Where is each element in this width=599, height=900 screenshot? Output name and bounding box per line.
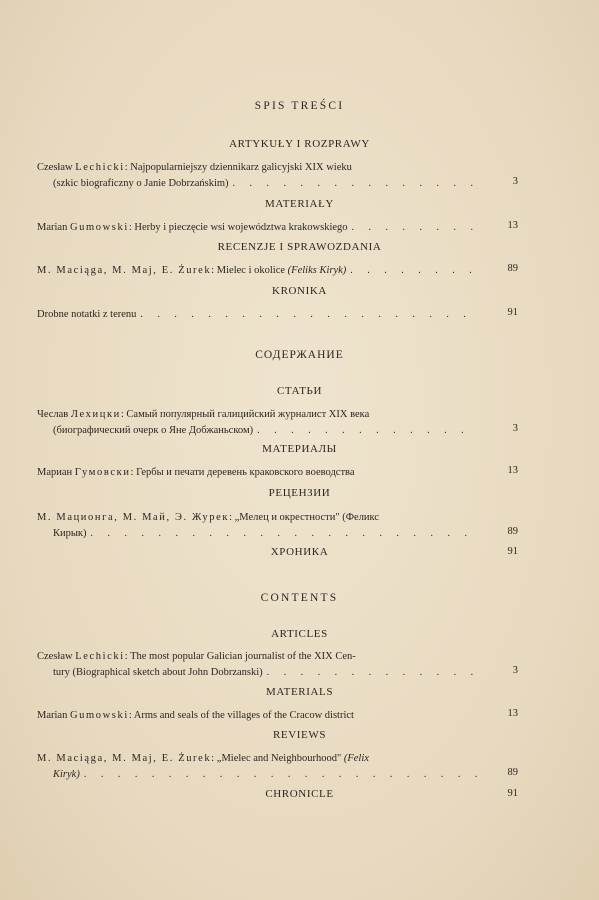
toc-entry bbox=[37, 465, 478, 481]
entry-title: : „Мелец и окрестности" (Феликс bbox=[229, 512, 380, 523]
toc-entry bbox=[37, 649, 478, 681]
author-first-name: Мариан bbox=[37, 467, 73, 478]
entry-title: : The most popular Galician journalist of the XIX Cen- bbox=[124, 651, 356, 662]
page-number: 89 bbox=[507, 526, 518, 537]
reviewer-name: (Feliks Kiryk) bbox=[287, 265, 347, 276]
toc-entry bbox=[37, 708, 478, 724]
section-heading-materials-en: MATERIALS bbox=[265, 686, 334, 698]
reviewer-name: Кирык) bbox=[53, 528, 87, 539]
toc-entry bbox=[37, 510, 478, 542]
reviewer-name: Kiryk) bbox=[53, 769, 80, 780]
entry-title: : „Mielec and Neighbourhood" bbox=[211, 753, 342, 764]
toc-entry bbox=[37, 220, 478, 236]
section-heading-reviews-en: REVIEWS bbox=[272, 729, 327, 741]
leader-dots bbox=[350, 263, 478, 279]
leader-dots bbox=[84, 767, 478, 783]
section-heading-materials-pl: MATERIAŁY bbox=[265, 198, 334, 210]
reviewer-name: (Felix bbox=[343, 753, 369, 764]
leader-dots bbox=[140, 307, 478, 323]
page-number: 91 bbox=[507, 546, 518, 557]
leader-dots bbox=[267, 665, 478, 681]
toc-entry bbox=[37, 751, 478, 783]
author-name: Gumowski bbox=[69, 222, 129, 233]
author-name: Гумовски bbox=[74, 467, 131, 478]
page-number: 13 bbox=[507, 708, 518, 719]
author-first-name: Marian bbox=[37, 710, 68, 721]
author-first-name: Marian bbox=[37, 222, 68, 233]
page-number: 91 bbox=[507, 788, 518, 799]
author-name: Лехицки bbox=[70, 409, 121, 420]
page-number: 89 bbox=[507, 767, 518, 778]
section-heading-chronicle-pl: KRONIKA bbox=[272, 285, 327, 297]
entry-title: : Najpopularniejszy dziennikarz galicyjski XIX wieku bbox=[124, 162, 352, 173]
russian-title: СОДЕРЖАНИЕ bbox=[255, 349, 344, 361]
entry-title: : Herby i pieczęcie wsi województwa krakowskiego bbox=[128, 222, 348, 233]
toc-entry bbox=[37, 160, 478, 192]
toc-entry bbox=[37, 307, 478, 323]
author-name: Lechicki bbox=[75, 162, 125, 173]
leader-dots bbox=[91, 526, 478, 542]
entry-subtitle: tury (Biographical sketch about John Dobrzanski) bbox=[53, 667, 263, 678]
author-names: M. Maciąga, M. Maj, E. Żurek bbox=[37, 753, 212, 764]
toc-entry bbox=[37, 407, 478, 439]
author-names: M. Maciąga, M. Maj, E. Żurek bbox=[37, 265, 212, 276]
author-first-name: Чеслав bbox=[37, 409, 69, 420]
leader-dots bbox=[233, 176, 478, 192]
author-names: М. Мациoнга, М. Май, Э. Журек bbox=[37, 512, 230, 523]
page-number: 13 bbox=[507, 465, 518, 476]
section-heading-articles-pl: ARTYKUŁY I ROZPRAWY bbox=[229, 138, 370, 150]
entry-subtitle: (szkic biograficzny o Janie Dobrzańskim) bbox=[53, 178, 229, 189]
polish-title: SPIS TREŚCI bbox=[254, 100, 345, 112]
page-number: 89 bbox=[507, 263, 518, 274]
toc-entry bbox=[37, 263, 478, 279]
page-number: 13 bbox=[507, 220, 518, 231]
page-number: 3 bbox=[512, 665, 518, 676]
leader-dots bbox=[352, 220, 478, 236]
entry-title: : Arms and seals of the villages of the Cracow district bbox=[128, 710, 354, 721]
page-number: 3 bbox=[512, 176, 518, 187]
english-title: CONTENTS bbox=[260, 592, 339, 604]
page-number: 3 bbox=[512, 423, 518, 434]
author-first-name: Czesław bbox=[37, 651, 73, 662]
entry-title: : Mielec i okolice bbox=[211, 265, 286, 276]
author-name: Lechicki bbox=[75, 651, 125, 662]
section-heading-reviews-pl: RECENZJE I SPRAWOZDANIA bbox=[217, 241, 382, 253]
entry-title: : Гербы и печати деревень краковского воеводства bbox=[130, 467, 355, 478]
entry-title: : Самый популярный галицийский журналист XIX века bbox=[120, 409, 370, 420]
section-heading-chronicle-ru: ХРОНИКА bbox=[270, 546, 329, 558]
entry-subtitle: (биографический очерк о Яне Добжаньском) bbox=[53, 425, 254, 436]
section-heading-articles-en: ARTICLES bbox=[271, 628, 328, 640]
leader-dots bbox=[257, 423, 478, 439]
page-number: 91 bbox=[507, 307, 518, 318]
section-heading-articles-ru: СТАТЬИ bbox=[276, 385, 323, 397]
author-name: Gumowski bbox=[69, 710, 129, 721]
section-heading-reviews-ru: РЕЦЕНЗИИ bbox=[268, 487, 331, 499]
author-first-name: Czesław bbox=[37, 162, 73, 173]
entry-title: Drobne notatki z terenu bbox=[37, 309, 137, 320]
section-heading-materials-ru: МАТЕРИАЛЫ bbox=[262, 443, 337, 455]
section-heading-chronicle-en: CHRONICLE bbox=[265, 788, 334, 800]
